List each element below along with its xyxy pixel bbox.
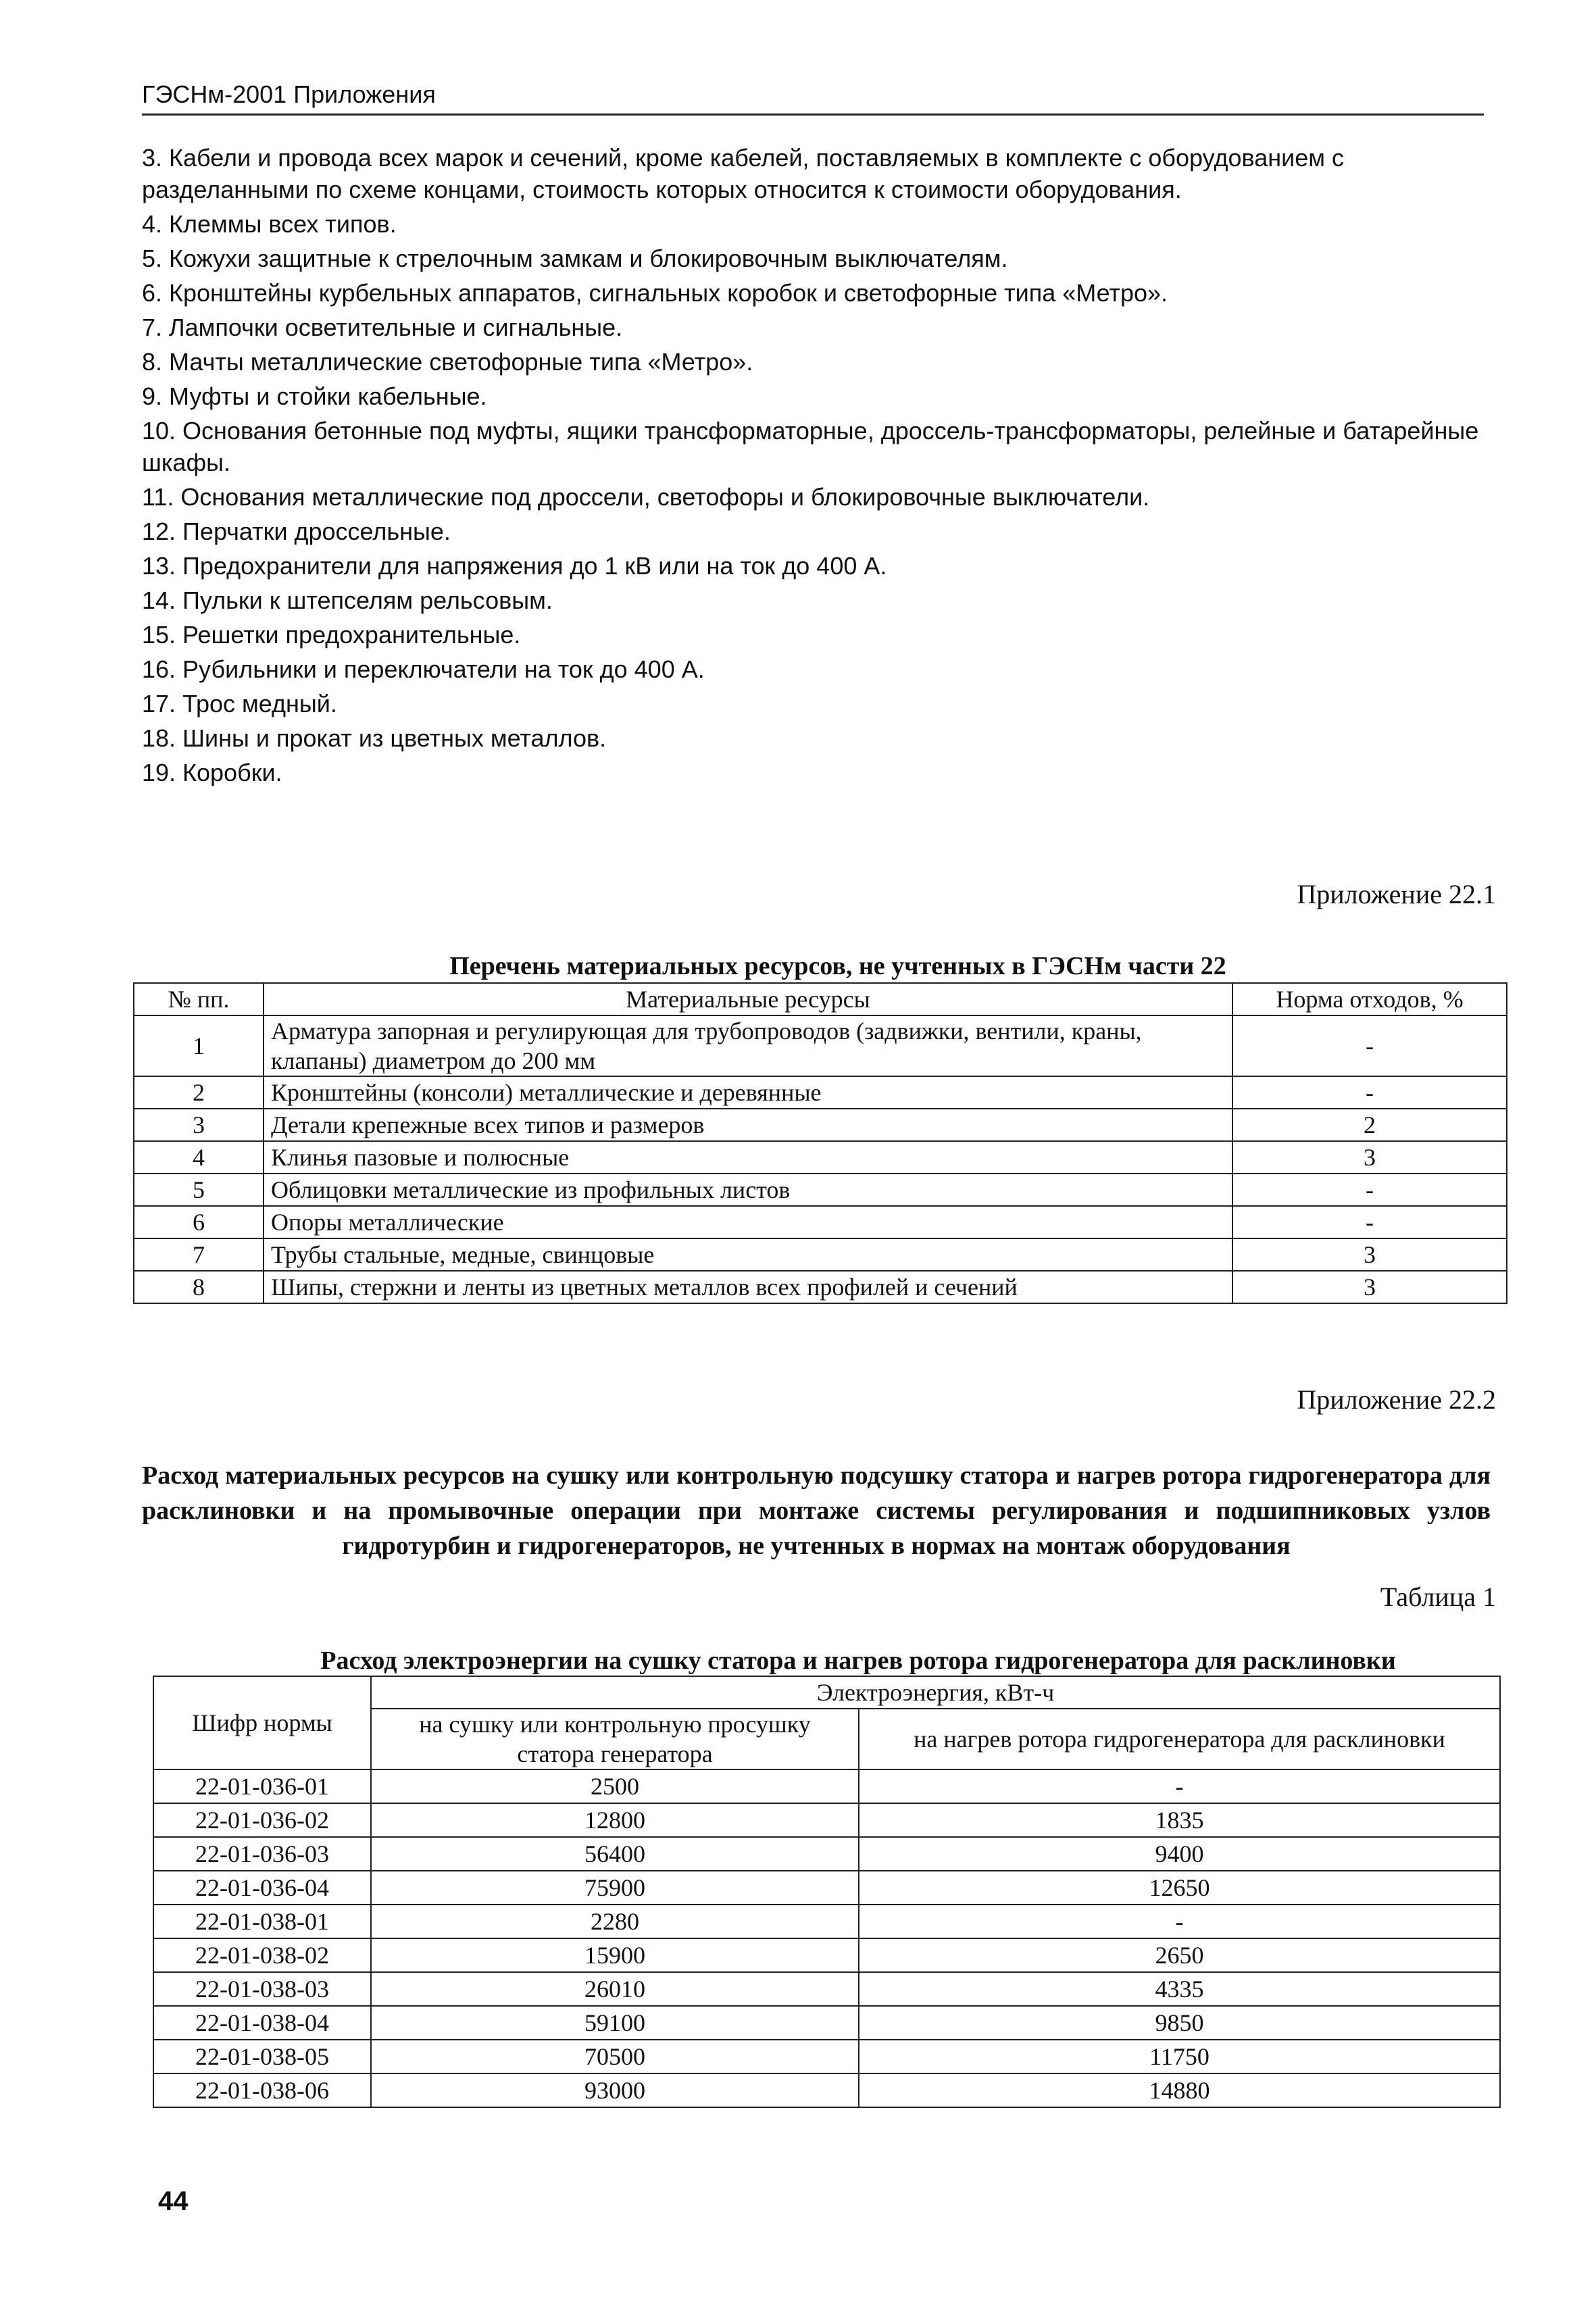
row-heating: 2650	[859, 1938, 1500, 1972]
row-drying: 2500	[371, 1769, 859, 1803]
row-number: 8	[134, 1271, 264, 1303]
row-resource: Опоры металлические	[264, 1206, 1232, 1238]
row-heating: 9850	[859, 2006, 1500, 2040]
row-norm: -	[1232, 1206, 1507, 1238]
table-row	[153, 1905, 1500, 1938]
row-drying: 56400	[371, 1837, 859, 1871]
appendix-22-2-label: Приложение 22.2	[1297, 1384, 1496, 1415]
row-code: 22-01-038-02	[153, 1938, 371, 1972]
list-item: 4. Клеммы всех типов.	[142, 210, 397, 238]
row-number: 7	[134, 1238, 264, 1271]
row-code: 22-01-036-02	[153, 1803, 371, 1837]
col-header-electricity: Электроэнергия, кВт-ч	[371, 1676, 1500, 1709]
table-row	[134, 1015, 1507, 1076]
row-code: 22-01-038-05	[153, 2040, 371, 2073]
row-resource: Детали крепежные всех типов и размеров	[264, 1109, 1232, 1141]
list-item: 14. Пульки к штепселям рельсовым.	[142, 586, 553, 614]
row-number: 4	[134, 1141, 264, 1174]
list-item: 8. Мачты металлические светофорные типа «Метро».	[142, 348, 753, 376]
list-item: 15. Решетки предохранительные.	[142, 621, 521, 649]
table-row	[134, 1271, 1507, 1303]
list-item: 3. Кабели и провода всех марок и сечений, кроме кабелей, поставляемых в комплекте с оборудованием с разделанными по схеме концами, стоимость которых относится к стоимости оборудования.	[142, 144, 1344, 203]
table-row	[134, 1076, 1507, 1109]
row-number: 3	[134, 1109, 264, 1141]
col-header-waste-norm: Норма отходов, %	[1232, 983, 1507, 1015]
col-header-code: Шифр нормы	[153, 1676, 371, 1769]
row-drying: 15900	[371, 1938, 859, 1972]
list-item: 16. Рубильники и переключатели на ток до 400 А.	[142, 655, 705, 683]
row-heating: 1835	[859, 1803, 1500, 1837]
table-row	[134, 1238, 1507, 1271]
row-code: 22-01-038-01	[153, 1905, 371, 1938]
row-resource: Арматура запорная и регулирующая для трубопроводов (задвижки, вентили, краны, клапаны) диаметром до 200 мм	[264, 1015, 1232, 1076]
row-heating: 4335	[859, 1972, 1500, 2006]
table-row	[134, 1141, 1507, 1174]
electricity-table	[153, 1676, 1501, 2108]
col-header-resources: Материальные ресурсы	[264, 983, 1232, 1015]
table-row	[153, 1938, 1500, 1972]
row-drying: 75900	[371, 1871, 859, 1905]
page-number: 44	[158, 2186, 189, 2216]
row-drying: 70500	[371, 2040, 859, 2073]
col-header-number: № пп.	[134, 983, 264, 1015]
materials-table	[133, 982, 1507, 1304]
col-header-heating: на нагрев ротора гидрогенератора для расклиновки	[859, 1709, 1500, 1769]
list-item: 13. Предохранители для напряжения до 1 кВ или на ток до 400 А.	[142, 552, 887, 580]
row-resource: Кронштейны (консоли) металлические и деревянные	[264, 1076, 1232, 1109]
row-heating: 14880	[859, 2073, 1500, 2107]
row-resource: Шипы, стержни и ленты из цветных металлов всех профилей и сечений	[264, 1271, 1232, 1303]
table-row	[153, 1769, 1500, 1803]
row-number: 5	[134, 1174, 264, 1206]
list-item: 11. Основания металлические под дроссели, светофоры и блокировочные выключатели.	[142, 483, 1150, 511]
table-row	[134, 1109, 1507, 1141]
row-norm: -	[1232, 1015, 1507, 1076]
row-drying: 2280	[371, 1905, 859, 1938]
col-header-drying: на сушку или контрольную просушку статора генератора	[371, 1709, 859, 1769]
table-1-label: Таблица 1	[1380, 1582, 1496, 1612]
row-heating: 12650	[859, 1871, 1500, 1905]
appendix-22-2-heading: Расход материальных ресурсов на сушку или контрольную подсушку статора и нагрев ротора гидрогенератора для расклиновки и на промывочные операции при монтаже системы регулирования и подшипниковых узлов гидротурбин и гидрогенераторов, не учтенных в нормах на монтаж оборудования	[142, 1461, 1491, 1560]
table-header-row	[134, 983, 1507, 1015]
list-item: 19. Коробки.	[142, 759, 282, 786]
list-item: 6. Кронштейны курбельных аппаратов, сигнальных коробок и светофорные типа «Метро».	[142, 279, 1168, 307]
row-resource: Облицовки металлические из профильных листов	[264, 1174, 1232, 1206]
table-row	[134, 1174, 1507, 1206]
table-row	[153, 1837, 1500, 1871]
table-row	[153, 1803, 1500, 1837]
table-row	[153, 2006, 1500, 2040]
row-drying: 59100	[371, 2006, 859, 2040]
table-1-caption: Расход электроэнергии на сушку статора и нагрев ротора гидрогенератора для расклиновки	[320, 1646, 1396, 1675]
table-row	[153, 1871, 1500, 1905]
row-norm: -	[1232, 1076, 1507, 1109]
appendix-22-1-label: Приложение 22.1	[1297, 879, 1496, 909]
row-heating: 9400	[859, 1837, 1500, 1871]
row-resource: Трубы стальные, медные, свинцовые	[264, 1238, 1232, 1271]
row-heating: 11750	[859, 2040, 1500, 2073]
table-row	[134, 1206, 1507, 1238]
row-norm: -	[1232, 1174, 1507, 1206]
row-drying: 93000	[371, 2073, 859, 2107]
row-resource: Клинья пазовые и полюсные	[264, 1141, 1232, 1174]
row-norm: 3	[1232, 1238, 1507, 1271]
row-norm: 3	[1232, 1271, 1507, 1303]
materials-list	[142, 142, 1484, 791]
row-code: 22-01-036-01	[153, 1769, 371, 1803]
list-item: 10. Основания бетонные под муфты, ящики трансформаторные, дроссель-трансформаторы, релейные и батарейные шкафы.	[142, 417, 1479, 476]
table-header-row	[153, 1676, 1500, 1709]
row-code: 22-01-036-03	[153, 1837, 371, 1871]
row-heating: -	[859, 1769, 1500, 1803]
row-code: 22-01-036-04	[153, 1871, 371, 1905]
row-number: 6	[134, 1206, 264, 1238]
list-item: 12. Перчатки дроссельные.	[142, 518, 451, 545]
row-heating: -	[859, 1905, 1500, 1938]
page-header: ГЭСНм-2001 Приложения	[142, 80, 1484, 116]
list-item: 18. Шины и прокат из цветных металлов.	[142, 724, 607, 752]
table-row	[153, 1972, 1500, 2006]
list-item: 9. Муфты и стойки кабельные.	[142, 382, 487, 410]
row-code: 22-01-038-03	[153, 1972, 371, 2006]
table-row	[153, 2073, 1500, 2107]
table-row	[153, 2040, 1500, 2073]
row-code: 22-01-038-04	[153, 2006, 371, 2040]
row-number: 2	[134, 1076, 264, 1109]
list-item: 7. Лампочки осветительные и сигнальные.	[142, 313, 623, 341]
row-code: 22-01-038-06	[153, 2073, 371, 2107]
appendix-22-1-caption: Перечень материальных ресурсов, не учтенных в ГЭСНм части 22	[449, 952, 1226, 980]
row-drying: 26010	[371, 1972, 859, 2006]
row-drying: 12800	[371, 1803, 859, 1837]
row-number: 1	[134, 1015, 264, 1076]
list-item: 5. Кожухи защитные к стрелочным замкам и блокировочным выключателям.	[142, 245, 1008, 272]
row-norm: 2	[1232, 1109, 1507, 1141]
row-norm: 3	[1232, 1141, 1507, 1174]
list-item: 17. Трос медный.	[142, 690, 337, 718]
